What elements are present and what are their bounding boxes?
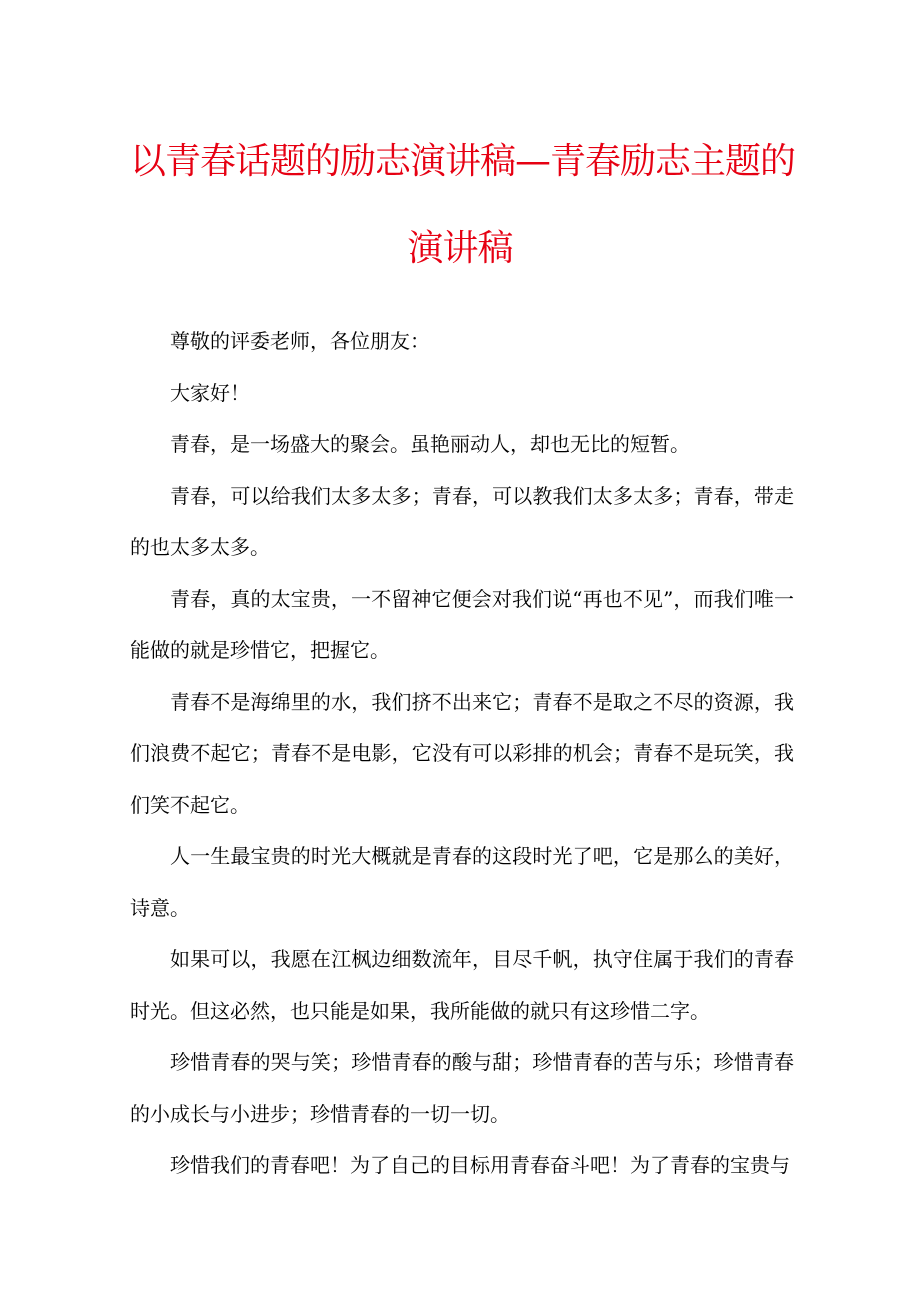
paragraph-greeting: 大家好！ [170, 380, 250, 405]
document-body [130, 316, 794, 1192]
paragraph: 如果可以，我愿在江枫边细数流年，目尽千帆，执守住属于我们的青春时光。但这必然，也只能是如果，我所能做的就只有这珍惜二字。 [130, 947, 794, 1023]
paragraph: 珍惜青春的哭与笑；珍惜青春的酸与甜；珍惜青春的苦与乐；珍惜青春的小成长与小进步；珍惜青春的一切一切。 [130, 1050, 794, 1126]
document-title-line-2: 演讲稿 [407, 228, 513, 269]
paragraph: 人一生最宝贵的时光大概就是青春的这段时光了吧，它是那么的美好，诗意。 [130, 844, 794, 920]
paragraph: 珍惜我们的青春吧！为了自己的目标用青春奋斗吧！为了青春的宝贵与 [170, 1153, 790, 1177]
paragraph: 青春，是一场盛大的聚会。虽艳丽动人，却也无比的短暂。 [170, 432, 690, 456]
document-title-line-1: 以青春话题的励志演讲稿—青春励志主题的 [130, 141, 796, 182]
paragraph: 青春，真的太宝贵，一不留神它便会对我们说“再也不见”，而我们唯一能做的就是珍惜它，把握它。 [130, 586, 794, 662]
paragraph-salutation: 尊敬的评委老师，各位朋友： [170, 329, 430, 353]
paragraph: 青春，可以给我们太多太多；青春，可以教我们太多太多；青春，带走的也太多太多。 [130, 483, 794, 559]
paragraph: 青春不是海绵里的水，我们挤不出来它；青春不是取之不尽的资源，我们浪费不起它；青春不是电影，它没有可以彩排的机会；青春不是玩笑，我们笑不起它。 [130, 689, 794, 817]
